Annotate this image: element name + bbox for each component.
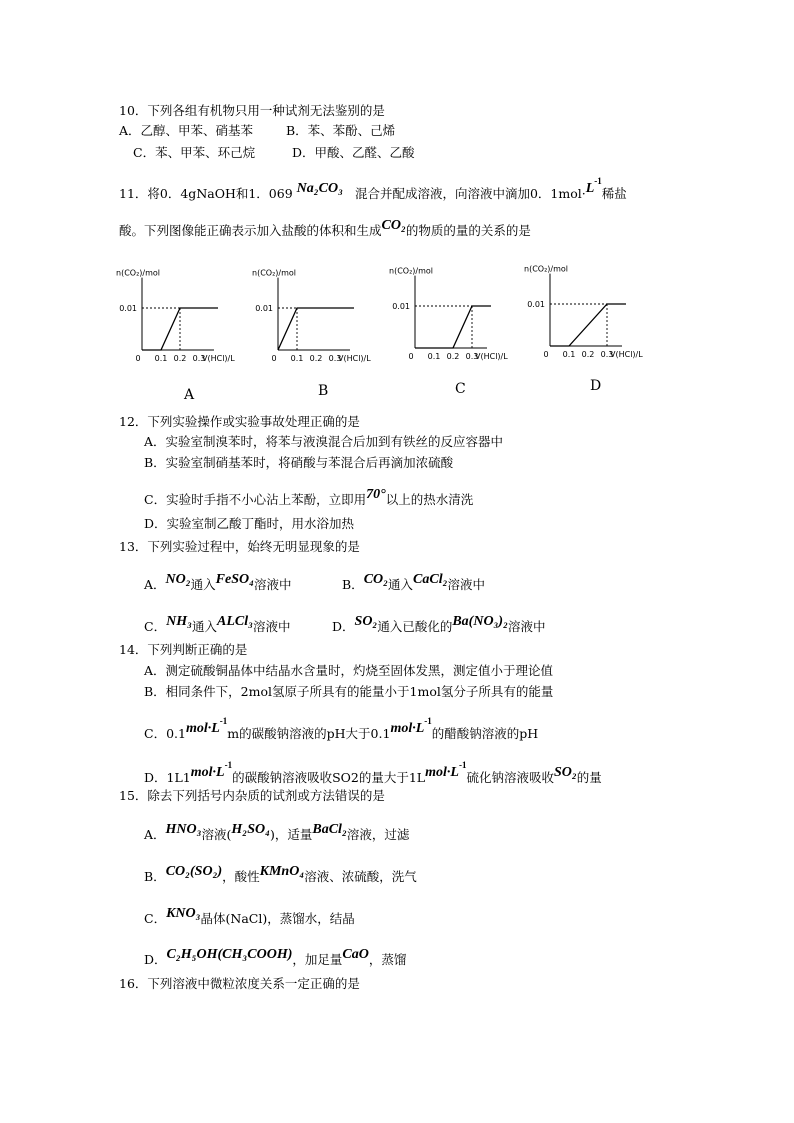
formula-70deg: 70° <box>366 487 386 502</box>
y-tick-label: 0.01 <box>119 304 137 313</box>
q12-option-c: C．实验时手指不小心沾上苯酚，立即用70°以上的热水清洗 <box>144 487 474 507</box>
x-tick-label: 0.2 <box>173 354 187 363</box>
q14-option-b: B．相同条件下，2mol氢原子所具有的能量小于1mol氢分子所具有的能量 <box>144 684 554 699</box>
q14-option-a: A．测定硫酸铜晶体中结晶水含量时，灼烧至固体发黑，测定值小于理论值 <box>144 663 554 678</box>
y-axis-label: n(CO₂)/mol <box>116 268 161 278</box>
unit-mol-per-l: $mol\cdot L^{-1}$ <box>425 760 467 780</box>
x-tick-label: 0 <box>543 350 549 359</box>
x-tick-label: 0.1 <box>290 354 304 363</box>
q13-option-c: C．NH₃通入ALCl₃溶液中 <box>144 614 291 634</box>
x-axis-label: V(HCl)/L <box>202 354 235 363</box>
q15-option-b: B．CO₂(SO₂)，酸性KMnO₄溶液、浓硫酸，洗气 <box>144 864 417 884</box>
x-axis-label: V(HCl)/L <box>338 354 371 363</box>
q13-stem: 13．下列实验过程中，始终无明显现象的是 <box>119 539 360 554</box>
q14-option-d: D．$1L1mol\cdot L^{-1}$的碳酸钠溶液吸收SO2的量大于$1Lmol\cdot L^{-1}$硫化钠溶液吸收SO₂的量 <box>144 760 602 785</box>
q10-option-b: B．苯、苯酚、己烯 <box>286 123 396 138</box>
q15-stem: 15．除去下列括号内杂质的试剂或方法错误的是 <box>119 788 385 803</box>
y-axis-label: n(CO₂)/mol <box>524 264 569 274</box>
x-tick-label: 0 <box>135 354 141 363</box>
q15-option-d: D．C₂H₅OH(CH₃COOH)，加足量CaO，蒸馏 <box>144 947 407 967</box>
x-tick-label: 0.1 <box>154 354 168 363</box>
x-tick-label: 0.2 <box>446 352 460 361</box>
graph-label-d: D <box>590 378 602 394</box>
x-tick-label: 0.3 <box>465 352 479 361</box>
x-tick-label: 0.2 <box>581 350 595 359</box>
q10-option-a: A．乙醇、甲苯、硝基苯 <box>119 123 254 138</box>
series-line <box>550 304 626 346</box>
q13-option-b: B．CO₂通入CaCl₂溶液中 <box>342 572 486 592</box>
q13-option-d: D．SO₂通入已酸化的Ba(NO₃)₂溶液中 <box>332 614 546 634</box>
x-tick-label: 0.3 <box>328 354 342 363</box>
q12-option-b: B．实验室制硝基苯时，将硝酸与苯混合后再滴加浓硫酸 <box>144 455 454 470</box>
q10-stem: 10．下列各组有机物只用一种试剂无法鉴别的是 <box>119 103 385 118</box>
q10-option-d: D．甲酸、乙醛、乙酸 <box>292 145 415 160</box>
x-tick-label: 0.3 <box>600 350 614 359</box>
y-axis-label: n(CO₂)/mol <box>252 268 297 278</box>
q12-option-d: D．实验室制乙酸丁酯时，用水浴加热 <box>144 516 355 531</box>
series-line <box>415 306 491 348</box>
q10-option-c: C．苯、甲苯、环己烷 <box>133 145 256 160</box>
q13-option-a: A．NO₂通入FeSO₄溶液中 <box>144 572 292 592</box>
y-tick-label: 0.01 <box>255 304 273 313</box>
y-tick-label: 0.01 <box>527 300 545 309</box>
q12-option-a: A．实验室制溴苯时，将苯与液溴混合后加到有铁丝的反应容器中 <box>144 434 504 449</box>
formula-co2: CO₂ <box>381 218 406 233</box>
x-axis-label: V(HCl)/L <box>610 350 643 359</box>
y-axis-label: n(CO₂)/mol <box>389 266 434 276</box>
q15-option-a: A．HNO₃溶液(H₂SO₄)，适量BaCl₂溶液，过滤 <box>144 822 410 842</box>
x-axis-label: V(HCl)/L <box>475 352 508 361</box>
q11-line1: 11．将0．4gNaOH和1．069 Na₂CO₃ 混合并配成溶液，向溶液中滴加0．$1mol\cdot L^{-1}$稀盐 <box>119 176 627 201</box>
q14-stem: 14．下列判断正确的是 <box>119 642 248 657</box>
graphs-figure <box>0 250 794 410</box>
graph-label-c: C <box>455 381 466 397</box>
q14-option-c: C．$0.1mol\cdot L^{-1}m$的碳酸钠溶液的pH大于$0.1mol\cdot L^{-1}$的醋酸钠溶液的pH <box>144 716 539 741</box>
q15-option-c: C．KNO₃晶体(NaCl)，蒸馏水，结晶 <box>144 906 355 926</box>
q11-line2: 酸。下列图像能正确表示加入盐酸的体积和生成CO₂的物质的量的关系的是 <box>119 218 531 238</box>
x-tick-label: 0 <box>271 354 277 363</box>
formula-na2co3: Na₂CO₃ <box>296 181 343 196</box>
q16-stem: 16．下列溶液中微粒浓度关系一定正确的是 <box>119 976 360 991</box>
series-line <box>278 308 354 350</box>
graph-label-b: B <box>318 383 329 399</box>
q12-stem: 12．下列实验操作或实验事故处理正确的是 <box>119 414 360 429</box>
x-tick-label: 0 <box>408 352 414 361</box>
unit-mol-per-l: $mol\cdot L^{-1}$ <box>190 760 233 780</box>
unit-mol-per-l: $mol\cdot L^{-1}$ <box>185 716 228 736</box>
x-tick-label: 0.2 <box>309 354 323 363</box>
x-tick-label: 0.1 <box>427 352 441 361</box>
graph-label-a: A <box>184 387 195 403</box>
x-tick-label: 0.3 <box>192 354 206 363</box>
x-tick-label: 0.1 <box>562 350 576 359</box>
unit-mol-per-l: $mol\cdot L^{-1}$ <box>390 716 432 736</box>
formula-l: $L^{-1}$ <box>585 176 602 196</box>
y-tick-label: 0.01 <box>392 302 410 311</box>
